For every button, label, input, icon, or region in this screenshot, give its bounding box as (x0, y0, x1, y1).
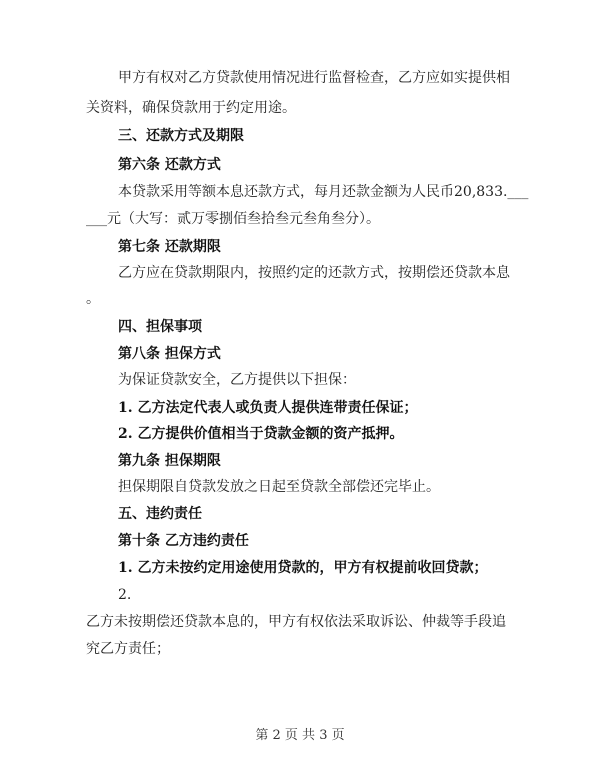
paragraph-line: 乙方应在贷款期限内，按照约定的还款方式，按期偿还贷款本息 (118, 265, 510, 281)
list-item-number: 2. (118, 587, 132, 603)
paragraph-line: ___元（大写：贰万零捌佰叁拾叁元叁角叁分）。 (86, 211, 380, 227)
paragraph-line: 担保期限自贷款发放之日起至贷款全部偿还完毕止。 (118, 479, 440, 495)
article-heading: 第九条 担保期限 (118, 453, 221, 469)
paragraph-line: 为保证贷款安全，乙方提供以下担保： (118, 372, 356, 388)
article-heading: 第八条 担保方式 (118, 346, 221, 362)
list-item: 1. 乙方未按约定用途使用贷款的，甲方有权提前收回贷款； (118, 560, 488, 576)
section-heading: 三、还款方式及期限 (118, 128, 244, 144)
paragraph-line: 。 (86, 291, 100, 307)
paragraph-line: 关资料，确保贷款用于约定用途。 (86, 100, 296, 116)
article-heading: 第十条 乙方违约责任 (118, 533, 249, 549)
section-heading: 五、违约责任 (118, 506, 202, 522)
page-number-footer: 第 2 页 共 3 页 (255, 728, 345, 743)
paragraph-line: 甲方有权对乙方贷款使用情况进行监督检查，乙方应如实提供相 (118, 70, 510, 86)
article-heading: 第六条 还款方式 (118, 157, 221, 173)
paragraph-line: 究乙方责任； (86, 641, 170, 657)
paragraph-line: 乙方未按期偿还贷款本息的，甲方有权依法采取诉讼、仲裁等手段追 (86, 614, 506, 630)
section-heading: 四、担保事项 (118, 319, 202, 335)
list-item: 2. 乙方提供价值相当于贷款金额的资产抵押。 (118, 426, 404, 442)
article-heading: 第七条 还款期限 (118, 239, 221, 255)
list-item: 1. 乙方法定代表人或负责人提供连带责任保证； (118, 400, 418, 416)
paragraph-line: 本贷款采用等额本息还款方式，每月还款金额为人民币20,833.___ (118, 184, 529, 200)
